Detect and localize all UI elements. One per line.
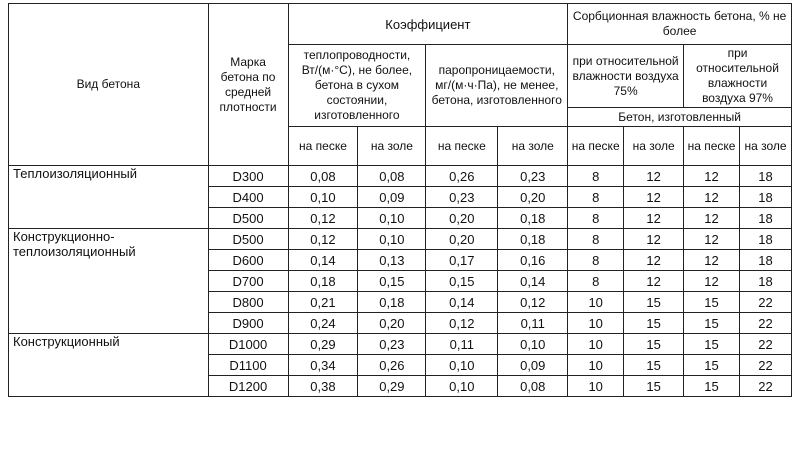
value-cell: 8 (568, 166, 624, 187)
value-cell: 15 (624, 292, 684, 313)
header-thermal-conductivity: теплопроводности, Вт/(м·°С), не более, бетона в сухом состоянии, изготовленного (288, 45, 426, 127)
value-cell: 15 (624, 355, 684, 376)
concrete-type-cell: Конструкционный (9, 334, 209, 397)
value-cell: 0,18 (288, 271, 358, 292)
density-mark-cell: D300 (208, 166, 288, 187)
density-mark-cell: D600 (208, 250, 288, 271)
concrete-type-cell: Теплоизоляционный (9, 166, 209, 229)
value-cell: 0,12 (426, 313, 498, 334)
value-cell: 12 (684, 166, 740, 187)
value-cell: 8 (568, 271, 624, 292)
value-cell: 8 (568, 208, 624, 229)
concrete-properties-table (8, 3, 792, 397)
value-cell: 0,26 (426, 166, 498, 187)
value-cell: 12 (684, 271, 740, 292)
value-cell: 8 (568, 187, 624, 208)
value-cell: 0,23 (498, 166, 568, 187)
header-sand: на песке (426, 127, 498, 166)
density-mark-cell: D900 (208, 313, 288, 334)
header-ash: на золе (358, 127, 426, 166)
value-cell: 12 (624, 271, 684, 292)
value-cell: 0,20 (426, 208, 498, 229)
value-cell: 0,10 (426, 376, 498, 397)
value-cell: 12 (624, 166, 684, 187)
value-cell: 15 (624, 334, 684, 355)
header-ash: на золе (624, 127, 684, 166)
density-mark-cell: D1200 (208, 376, 288, 397)
value-cell: 0,34 (288, 355, 358, 376)
value-cell: 0,08 (498, 376, 568, 397)
header-ash: на золе (740, 127, 792, 166)
value-cell: 18 (740, 271, 792, 292)
header-sorption-humidity: Сорбционная влажность бетона, % не более (568, 4, 792, 45)
value-cell: 0,24 (288, 313, 358, 334)
value-cell: 18 (740, 166, 792, 187)
concrete-type-cell: Конструкционно-теплоизоляционный (9, 229, 209, 334)
value-cell: 0,18 (498, 208, 568, 229)
value-cell: 15 (624, 376, 684, 397)
value-cell: 0,15 (358, 271, 426, 292)
value-cell: 0,12 (288, 229, 358, 250)
value-cell: 15 (684, 313, 740, 334)
value-cell: 0,20 (498, 187, 568, 208)
value-cell: 15 (684, 292, 740, 313)
header-humidity-97: при относительной влажности воздуха 97% (684, 45, 792, 108)
value-cell: 0,23 (426, 187, 498, 208)
value-cell: 0,38 (288, 376, 358, 397)
value-cell: 0,11 (498, 313, 568, 334)
header-concrete-type: Вид бетона (9, 4, 209, 166)
value-cell: 8 (568, 229, 624, 250)
table-body (9, 166, 792, 397)
header-ash: на золе (498, 127, 568, 166)
value-cell: 10 (568, 376, 624, 397)
value-cell: 0,26 (358, 355, 426, 376)
value-cell: 0,20 (358, 313, 426, 334)
value-cell: 0,11 (426, 334, 498, 355)
header-sand: на песке (288, 127, 358, 166)
value-cell: 12 (624, 208, 684, 229)
value-cell: 0,13 (358, 250, 426, 271)
density-mark-cell: D700 (208, 271, 288, 292)
value-cell: 0,29 (358, 376, 426, 397)
header-density-mark: Марка бетона по средней плотности (208, 4, 288, 166)
value-cell: 15 (684, 376, 740, 397)
value-cell: 22 (740, 313, 792, 334)
density-mark-cell: D800 (208, 292, 288, 313)
value-cell: 0,17 (426, 250, 498, 271)
header-sand: на песке (684, 127, 740, 166)
value-cell: 0,14 (498, 271, 568, 292)
value-cell: 0,18 (498, 229, 568, 250)
value-cell: 18 (740, 187, 792, 208)
value-cell: 0,18 (358, 292, 426, 313)
value-cell: 0,09 (498, 355, 568, 376)
density-mark-cell: D1100 (208, 355, 288, 376)
value-cell: 0,10 (426, 355, 498, 376)
value-cell: 8 (568, 250, 624, 271)
value-cell: 12 (624, 187, 684, 208)
value-cell: 12 (684, 250, 740, 271)
value-cell: 15 (684, 355, 740, 376)
value-cell: 0,08 (358, 166, 426, 187)
density-mark-cell: D500 (208, 208, 288, 229)
value-cell: 0,10 (498, 334, 568, 355)
value-cell: 22 (740, 292, 792, 313)
header-humidity-75: при относительной влажности воздуха 75% (568, 45, 684, 108)
value-cell: 12 (624, 229, 684, 250)
value-cell: 0,10 (358, 208, 426, 229)
table-row (9, 229, 792, 250)
value-cell: 0,14 (288, 250, 358, 271)
value-cell: 18 (740, 250, 792, 271)
value-cell: 18 (740, 208, 792, 229)
value-cell: 22 (740, 355, 792, 376)
value-cell: 0,09 (358, 187, 426, 208)
density-mark-cell: D500 (208, 229, 288, 250)
value-cell: 0,10 (288, 187, 358, 208)
header-sand: на песке (568, 127, 624, 166)
value-cell: 0,12 (288, 208, 358, 229)
value-cell: 12 (684, 208, 740, 229)
header-made-with: Бетон, изготовленный (568, 108, 792, 127)
value-cell: 0,08 (288, 166, 358, 187)
table-row (9, 166, 792, 187)
value-cell: 0,16 (498, 250, 568, 271)
value-cell: 10 (568, 292, 624, 313)
value-cell: 0,29 (288, 334, 358, 355)
value-cell: 12 (624, 250, 684, 271)
value-cell: 15 (684, 334, 740, 355)
table-row (9, 334, 792, 355)
value-cell: 18 (740, 229, 792, 250)
value-cell: 0,10 (358, 229, 426, 250)
value-cell: 0,14 (426, 292, 498, 313)
value-cell: 0,12 (498, 292, 568, 313)
header-coefficient: Коэффициент (288, 4, 568, 45)
value-cell: 0,21 (288, 292, 358, 313)
value-cell: 12 (684, 187, 740, 208)
value-cell: 0,20 (426, 229, 498, 250)
header-vapor-permeability: паропроницаемости, мг/(м·ч·Па), не менее, бетона, изготовленного (426, 45, 568, 127)
density-mark-cell: D1000 (208, 334, 288, 355)
value-cell: 0,15 (426, 271, 498, 292)
value-cell: 12 (684, 229, 740, 250)
value-cell: 10 (568, 334, 624, 355)
value-cell: 22 (740, 334, 792, 355)
value-cell: 0,23 (358, 334, 426, 355)
value-cell: 10 (568, 355, 624, 376)
value-cell: 22 (740, 376, 792, 397)
density-mark-cell: D400 (208, 187, 288, 208)
value-cell: 15 (624, 313, 684, 334)
value-cell: 10 (568, 313, 624, 334)
